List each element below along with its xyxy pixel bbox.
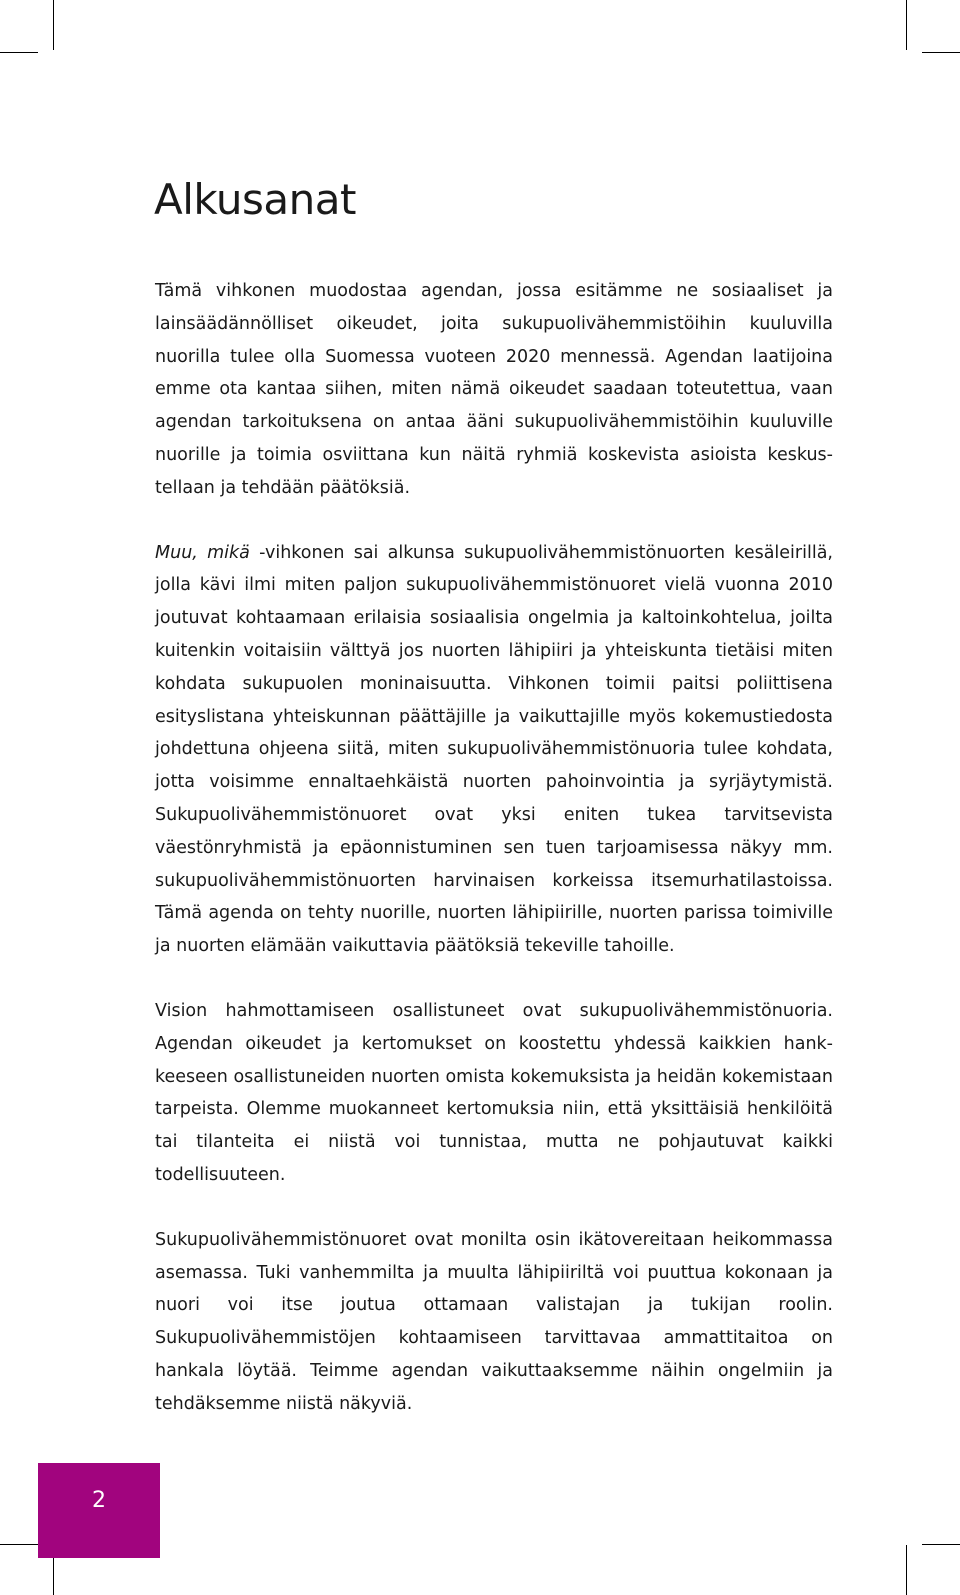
paragraph-2-italic-title: Muu, mikä [155,542,250,563]
paragraph-1-text: Tämä vihkonen muodostaa agendan, jossa esitämme ne sosiaaliset ja lainsäädännölliset oikeudet, joita sukupuolivähemmistöihin kuuluvilla nuorilla tulee olla Suomessa vuoteen 2020 mennessä. Agendan laatijoina emme ota kantaa siihen, miten nämä oikeudet saadaan toteutettua, vaan agendan tarkoituksena on antaa ääni sukupuolivähemmistöihin kuuluville nuorille ja toimia osviittana kun näitä ryhmiä koskevista asioista keskustellaan ja tehdään päätöksiä. [155,281,833,498]
crop-mark-top-right-horizontal [922,52,960,53]
crop-mark-bottom-right-horizontal [922,1544,960,1545]
page-number-box [38,1463,160,1558]
paragraph-3 [155,995,833,1192]
paragraph-2-text: -vihkonen sai alkunsa sukupuolivähemmistönuorten kesäleirillä, jolla kävi ilmi miten paljon sukupuolivähemmistönuoret vielä vuonna 2010 joutuvat kohtaamaan erilaisia sosiaalisia ongelmia ja kaltoinkohtelua, joilta kuitenkin voitaisiin välttyä jos nuorten lähipiiri ja yhteiskunta tietäisi miten kohdata sukupuolen moninaisuutta. Vihkonen toimii paitsi poliittisena esityslistana yhteiskunnan päättäjille ja vaikuttajille myös kokemustiedosta johdettuna ohjeena siitä, miten sukupuolivähemmistönuoria tulee kohdata, jotta voisimme ennaltaehkäistä nuorten pahoinvointia ja syrjäytymistä. Sukupuolivähemmistönuoret ovat yksi eniten tukea tarvitsevista väestönryhmistä ja epäonnistuminen sen tuen tarjoamisessa näkyy mm. sukupuolivähemmistönuorten harvinaisen korkeissa itsemurhatilastoissa. Tämä agenda on tehty nuorille, nuorten lähipiirille, nuorten parissa toimiville ja nuorten elämään vaikuttavia päätöksiä tekeville tahoille. [155,542,833,957]
crop-mark-top-right-vertical [906,0,907,50]
paragraph-1 [155,275,833,505]
paragraph-4-text: Sukupuolivähemmistönuoret ovat monilta osin ikätovereitaan heikommassa asemassa. Tuki vanhemmilta ja muulta lähipiiriltä voi puuttua kokonaan ja nuori voi itse joutua ottamaan valistajan ja tukijan roolin. Sukupuolivähemmistöjen kohtaamiseen tarvittavaa ammattitaitoa on hankala löytää. Teimme agendan vaikuttaaksemme näihin ongelmiin ja tehdäksemme niistä näkyviä. [155,1229,833,1414]
crop-mark-bottom-left-horizontal [0,1544,38,1545]
paragraph-2 [155,537,833,963]
crop-mark-bottom-right-vertical [906,1545,907,1595]
crop-mark-top-left-horizontal [0,52,38,53]
page-title: Alkusanat [154,175,356,224]
paragraph-3-text: Vision hahmottamiseen osallistuneet ovat sukupuolivähemmistönuoria. Agendan oikeudet ja kertomukset on koostettu yhdessä kaikkien hankkeeseen osallistuneiden nuorten omista kokemuksista ja heidän kokemistaan tarpeista. Olemme muokanneet kertomuksia niin, että yksittäisiä henkilöitä tai tilanteita ei niistä voi tunnistaa, mutta ne pohjautuvat kaikki todellisuuteen. [155,1000,833,1185]
paragraph-4 [155,1224,833,1421]
crop-mark-top-left-vertical [53,0,54,50]
page-number: 2 [92,1488,106,1513]
body-text [155,275,833,1421]
